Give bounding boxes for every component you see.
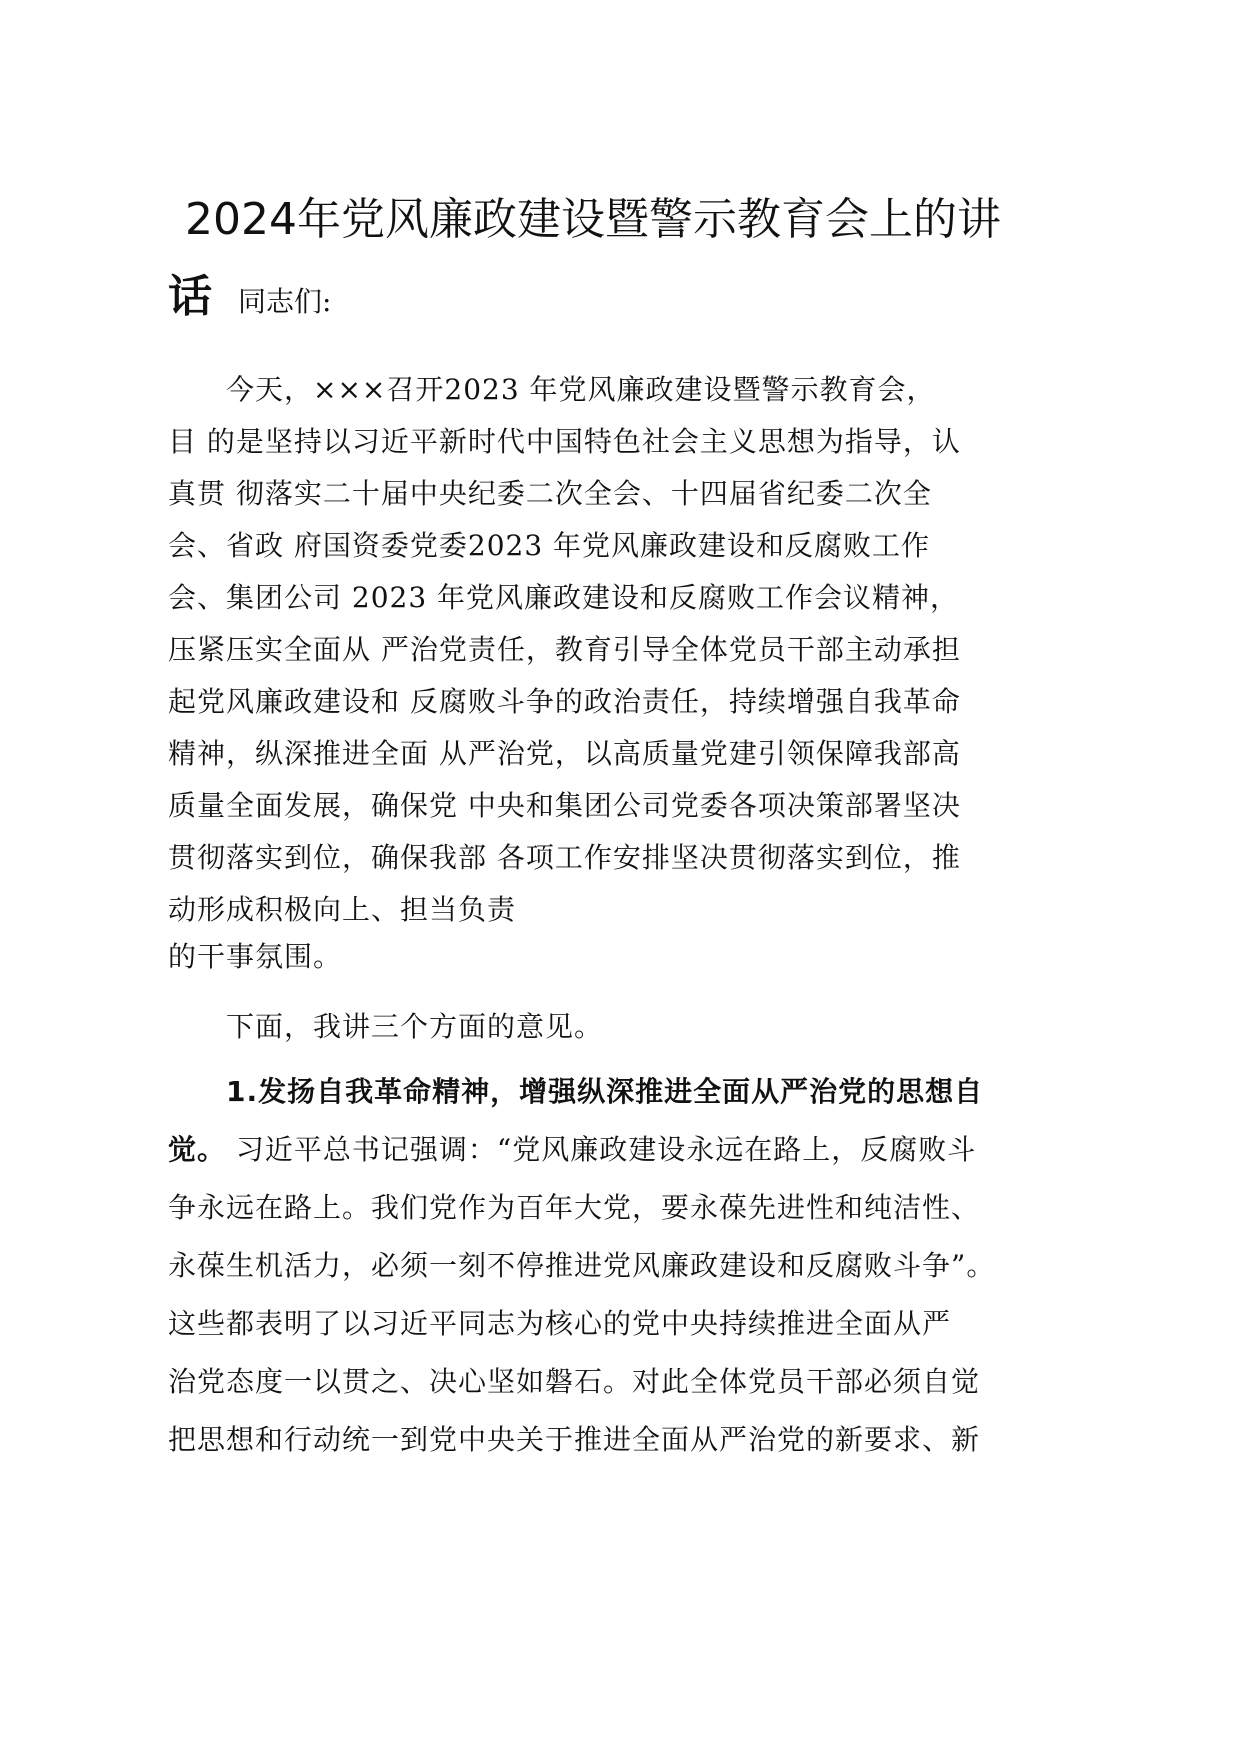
section1-heading: 1.发扬自我革命精神，增强纵深推进全面从严治党的思想自 — [168, 1075, 984, 1108]
section1-heading-end: 觉。 — [168, 1133, 227, 1166]
para1-line: 今天，×××召开2023 年党风廉政建设暨警示教育会， — [168, 373, 936, 406]
para1-line: 贯彻落实到位，确保我部 各项工作安排坚决贯彻落实到位，推 — [168, 841, 961, 874]
para1-line: 真贯 彻落实二十届中央纪委二次全会、十四届省纪委二次全 — [168, 477, 932, 510]
greeting: 同志们: — [238, 285, 332, 318]
section1-line: 治党态度一以贯之、决心坚如磐石。对此全体党员干部必须自觉 — [168, 1365, 981, 1398]
para1-line: 起党风廉政建设和 反腐败斗争的政治责任，持续增强自我革命 — [168, 685, 961, 718]
document-title-line1: 2024年党风廉政建设暨警示教育会上的讲 — [185, 194, 1001, 245]
para1-line: 动形成积极向上、担当负责 — [168, 893, 517, 926]
para1-line: 的干事氛围。 — [168, 940, 343, 973]
section1-line: 争永远在路上。我们党作为百年大党，要永葆先进性和纯洁性、 — [168, 1191, 981, 1224]
section1-line2-row — [168, 1128, 976, 1168]
section1-line: 把思想和行动统一到党中央关于推进全面从严治党的新要求、新 — [168, 1423, 981, 1456]
para1-line: 会、集团公司 2023 年党风廉政建设和反腐败工作会议精神， — [168, 581, 960, 614]
para2: 下面，我讲三个方面的意见。 — [168, 1010, 604, 1043]
para1-line: 压紧压实全面从 严治党责任，教育引导全体党员干部主动承担 — [168, 633, 961, 666]
para1-line: 会、省政 府国资委党委2023 年党风廉政建设和反腐败工作 — [168, 529, 931, 562]
para1-line: 目 的是坚持以习近平新时代中国特色社会主义思想为指导，认 — [168, 425, 961, 458]
section1-line: 这些都表明了以习近平同志为核心的党中央持续推进全面从严 — [168, 1307, 952, 1340]
document-title-line2: 话 — [168, 271, 212, 322]
section1-line: 永葆生机活力，必须一刻不停推进党风廉政建设和反腐败斗争”。 — [168, 1249, 996, 1282]
document-title-line2-row — [168, 260, 331, 324]
para1-line: 质量全面发展，确保党 中央和集团公司党委各项决策部署坚决 — [168, 789, 961, 822]
para1-line: 精神，纵深推进全面 从严治党，以高质量党建引领保障我部高 — [168, 737, 961, 770]
section1-line2-text: 习近平总书记强调：“党风廉政建设永远在路上，反腐败斗 — [226, 1133, 977, 1166]
